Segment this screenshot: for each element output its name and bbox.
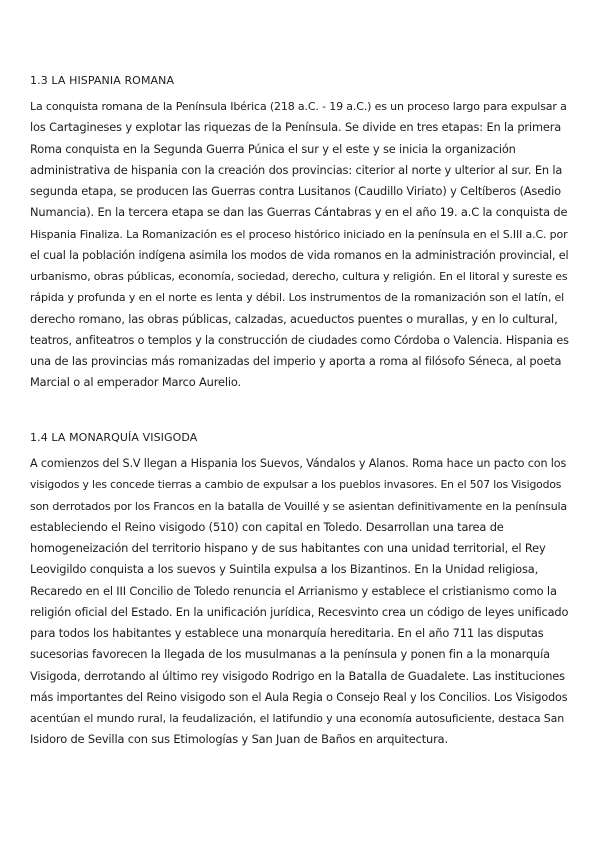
text-line: más importantes del Reino visigodo son el Aula Regia o Consejo Real y los Concilios. Los Visigodos [30, 690, 568, 704]
text-line: son derrotados por los Francos en la batalla de Vouillé y se asientan definitivamente en la península [30, 499, 568, 513]
text-line: Isidoro de Sevilla con sus Etimologías y San Juan de Baños en arquitectura. [30, 732, 448, 747]
section-title-hispania-romana: 1.3 LA HISPANIA ROMANA [30, 74, 175, 87]
text-line: A comienzos del S.V llegan a Hispania los Suevos, Vándalos y Alanos. Roma hace un pacto con los [30, 457, 567, 470]
section-title-monarquia-visigoda: 1.4 LA MONARQUÍA VISIGODA [30, 431, 198, 444]
text-line: administrativa de hispania con la creación dos provincias: citerior al norte y ulterior al sur. En la [30, 162, 563, 177]
text-line: derecho romano, las obras públicas, calzadas, acueductos puentes o murallas, y en lo cultural, [30, 311, 558, 326]
text-line: Recaredo en el III Concilio de Toledo renuncia el Arrianismo y establece el cristianismo como la [30, 583, 557, 598]
text-line: estableciendo el Reino visigodo (510) con capital en Toledo. Desarrollan una tarea de [30, 519, 504, 534]
text-line: los Cartagineses y explotar las riquezas de la Península. Se divide en tres etapas: En la primera [30, 120, 562, 135]
text-line: religión oficial del Estado. En la unificación jurídica, Recesvinto crea un código de leyes unificado [30, 604, 569, 619]
text-line: rápida y profunda y en el norte es lenta y débil. Los instrumentos de la romanización son el latín, el [30, 291, 565, 305]
text-line: acentúan el mundo rural, la feudalización, el latifundio y una economía autosuficiente, destaca San [30, 712, 565, 725]
text-line: teatros, anfiteatros o templos y la construcción de ciudades como Córdoba o Valencia. Hispania es [30, 333, 569, 347]
text-line: Numancia). En la tercera etapa se dan las Guerras Cántabras y en el año 19. a.C la conquista de [30, 205, 568, 220]
text-line: Hispania Finaliza. La Romanización es el proceso histórico iniciado en la península en el S.III a.C. por [30, 227, 568, 241]
paragraph-monarquia-visigoda [30, 453, 570, 751]
text-line: Visigoda, derrotando al último rey visigodo Rodrigo en la Batalla de Guadalete. Las instituciones [30, 668, 565, 683]
text-line: una de las provincias más romanizadas del imperio y aporta a roma al filósofo Séneca, al poeta [30, 354, 562, 368]
text-line: el cual la población indígena asimila los modos de vida romanos en la administración provincial, el [30, 248, 569, 262]
text-line: homogeneización del territorio hispano y de sus habitantes con una unidad territorial, el Rey [30, 541, 546, 555]
text-line: sucesorias favorecen la llegada de los musulmanas a la península y ponen fin a la monarquía [30, 647, 550, 662]
text-line: segunda etapa, se producen las Guerras contra Lusitanos (Caudillo Viriato) y Celtíberos (Asedio [30, 184, 561, 198]
text-line: Roma conquista en la Segunda Guerra Púnica el sur y el este y se inicia la organización [30, 141, 516, 156]
paragraph-hispania-romana [30, 96, 570, 394]
text-line: Marcial o al emperador Marco Aurelio. [30, 375, 242, 390]
text-line: Leovigildo conquista a los suevos y Suintila expulsa a los Bizantinos. En la Unidad religiosa, [30, 562, 539, 577]
text-line: visigodos y les concede tierras a cambio de expulsar a los pueblos invasores. En el 507 los Visigodos [30, 478, 562, 492]
text-line: La conquista romana de la Península Ibérica (218 a.C. - 19 a.C.) es un proceso largo para expulsar a [30, 100, 567, 113]
text-line: urbanismo, obras públicas, economía, sociedad, derecho, cultura y religión. En el litoral y sureste es [30, 270, 568, 283]
text-line: para todos los habitantes y establece una monarquía hereditaria. En el año 711 las disputas [30, 626, 544, 640]
